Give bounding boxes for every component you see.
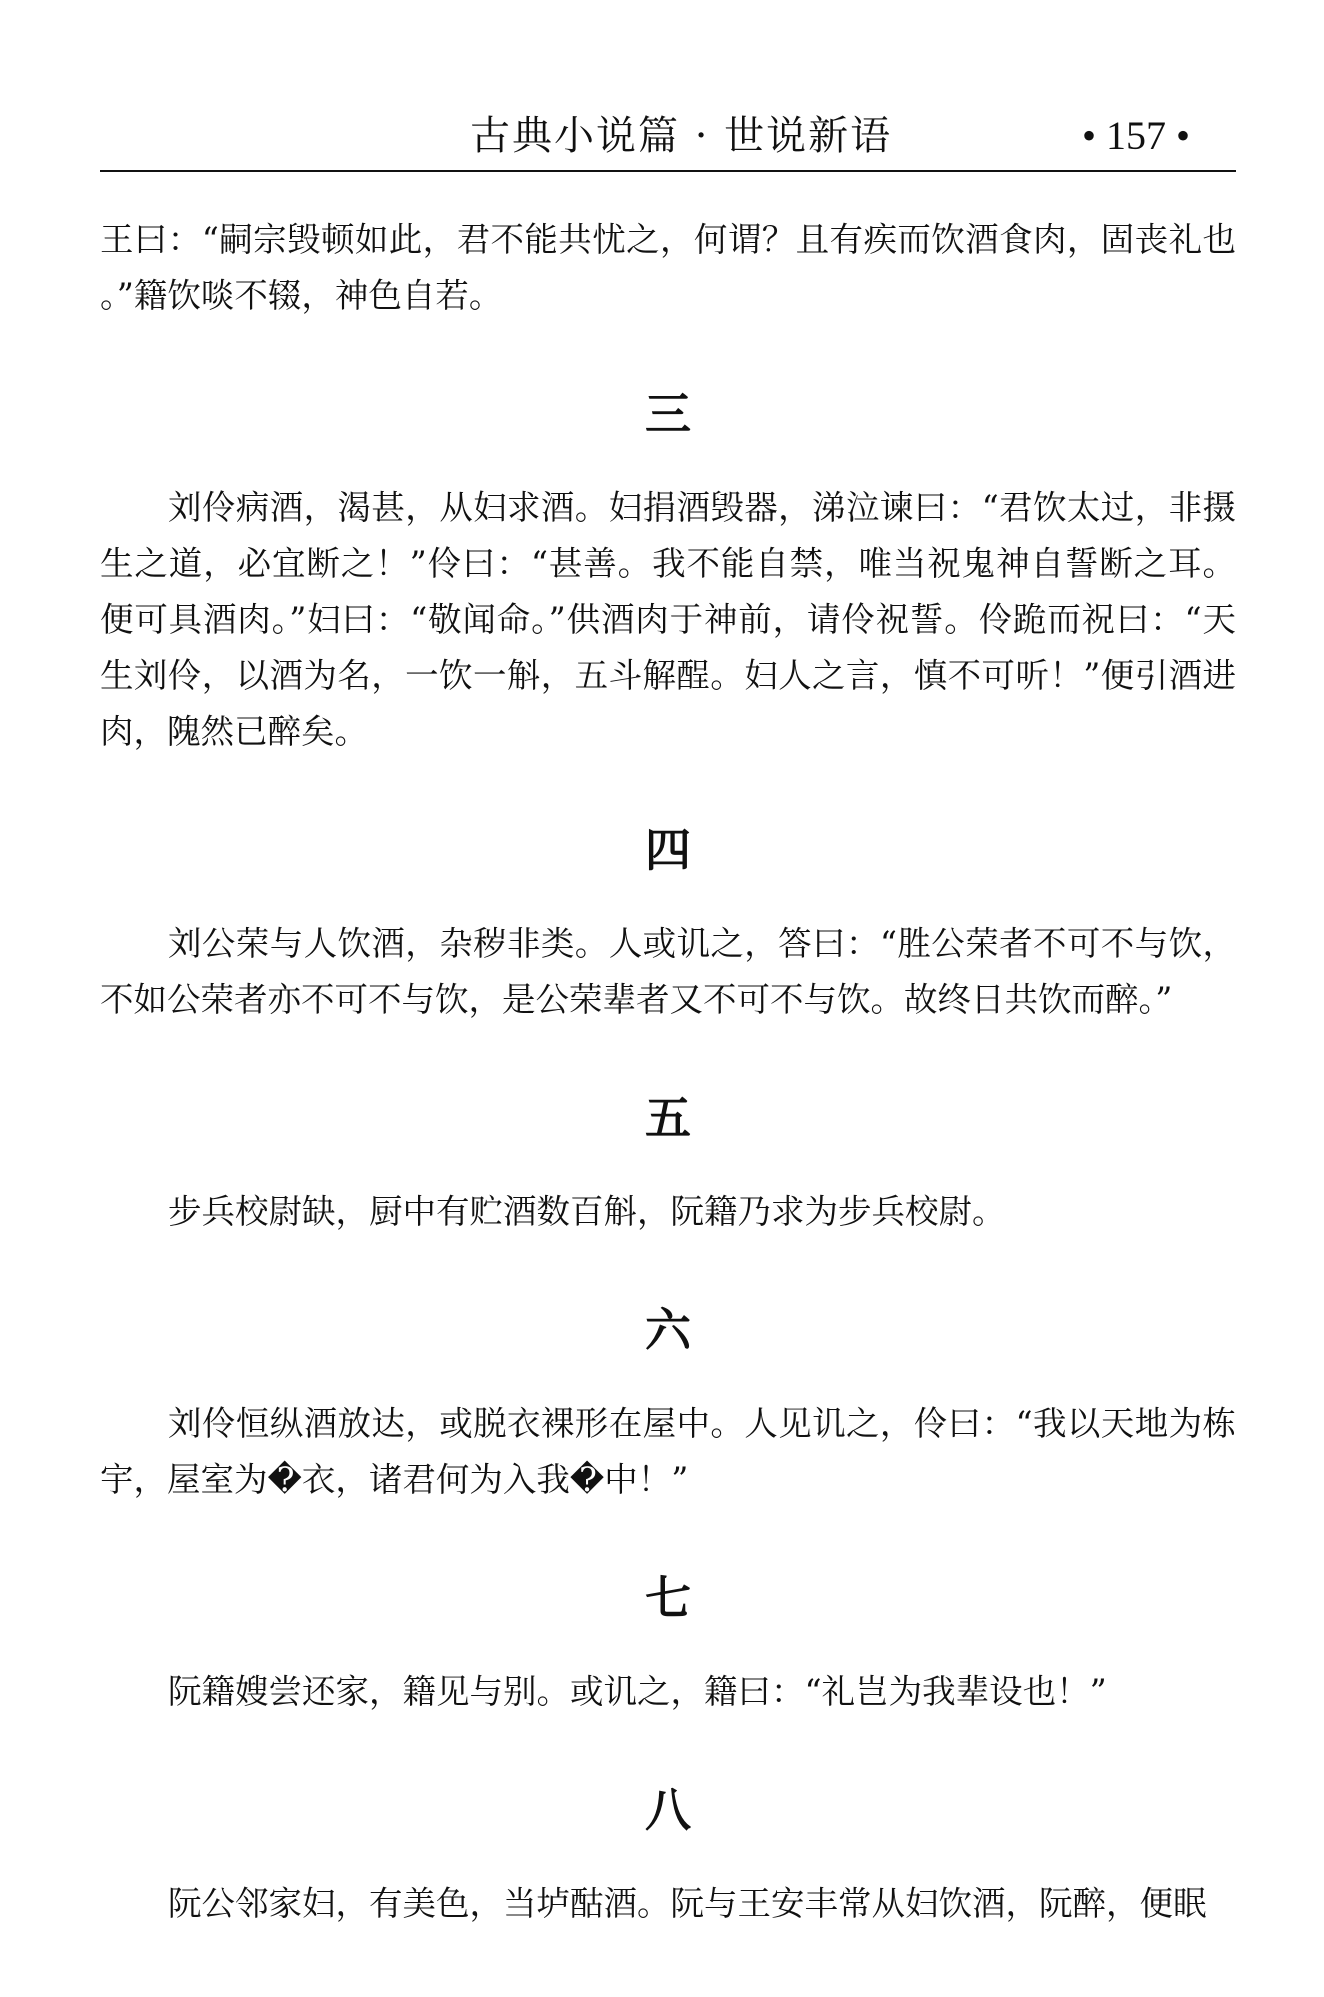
continuation-paragraph: 王曰：“嗣宗毁顿如此，君不能共忧之，何谓？且有疾而饮酒食肉，固丧礼也。”籍饮啖不辍，神色自若。 bbox=[100, 220, 1236, 315]
header-rule bbox=[100, 170, 1236, 172]
section-7-paragraph: 阮籍嫂尝还家，籍见与别。或讥之，籍曰：“礼岂为我辈设也！” bbox=[168, 1672, 1107, 1711]
section-title-3: 三 bbox=[645, 387, 691, 441]
page-number: • 157 • bbox=[1081, 113, 1190, 158]
section-5-paragraph: 步兵校尉缺，厨中有贮酒数百斛，阮籍乃求为步兵校尉。 bbox=[168, 1192, 1006, 1231]
section-4-paragraph: 刘公荣与人饮酒，杂秽非类。人或讥之，答曰：“胜公荣者不可不与饮，不如公荣者亦不可不与饮，是公荣辈者又不可不与饮。故终日共饮而醉。” bbox=[100, 924, 1236, 1019]
section-title-4: 四 bbox=[645, 823, 691, 877]
running-header-title: 古典小说篇 · 世说新语 bbox=[470, 113, 893, 159]
section-title-5: 五 bbox=[645, 1091, 691, 1145]
section-6-paragraph: 刘伶恒纵酒放达，或脱衣裸形在屋中。人见讥之，伶曰：“我以天地为栋宇，屋室为�衣，诸君何为入我�中！” bbox=[100, 1404, 1236, 1499]
section-title-6: 六 bbox=[645, 1303, 691, 1357]
page-body bbox=[100, 212, 1236, 1932]
section-title-8: 八 bbox=[645, 1783, 691, 1837]
section-8-paragraph: 阮公邻家妇，有美色，当垆酤酒。阮与王安丰常从妇饮酒，阮醉，便眠 bbox=[168, 1884, 1207, 1923]
section-title-7: 七 bbox=[645, 1571, 691, 1625]
section-3-paragraph: 刘伶病酒，渴甚，从妇求酒。妇捐酒毁器，涕泣谏曰：“君饮太过，非摄生之道，必宜断之！”伶曰：“甚善。我不能自禁，唯当祝鬼神自誓断之耳。便可具酒肉。”妇曰：“敬闻命。”供酒肉于神前，请伶祝誓。伶跪而祝曰：“天生刘伶，以酒为名，一饮一斛，五斗解酲。妇人之言，慎不可听！”便引酒进肉，隗然已醉矣。 bbox=[100, 488, 1236, 751]
running-header bbox=[100, 108, 1236, 172]
